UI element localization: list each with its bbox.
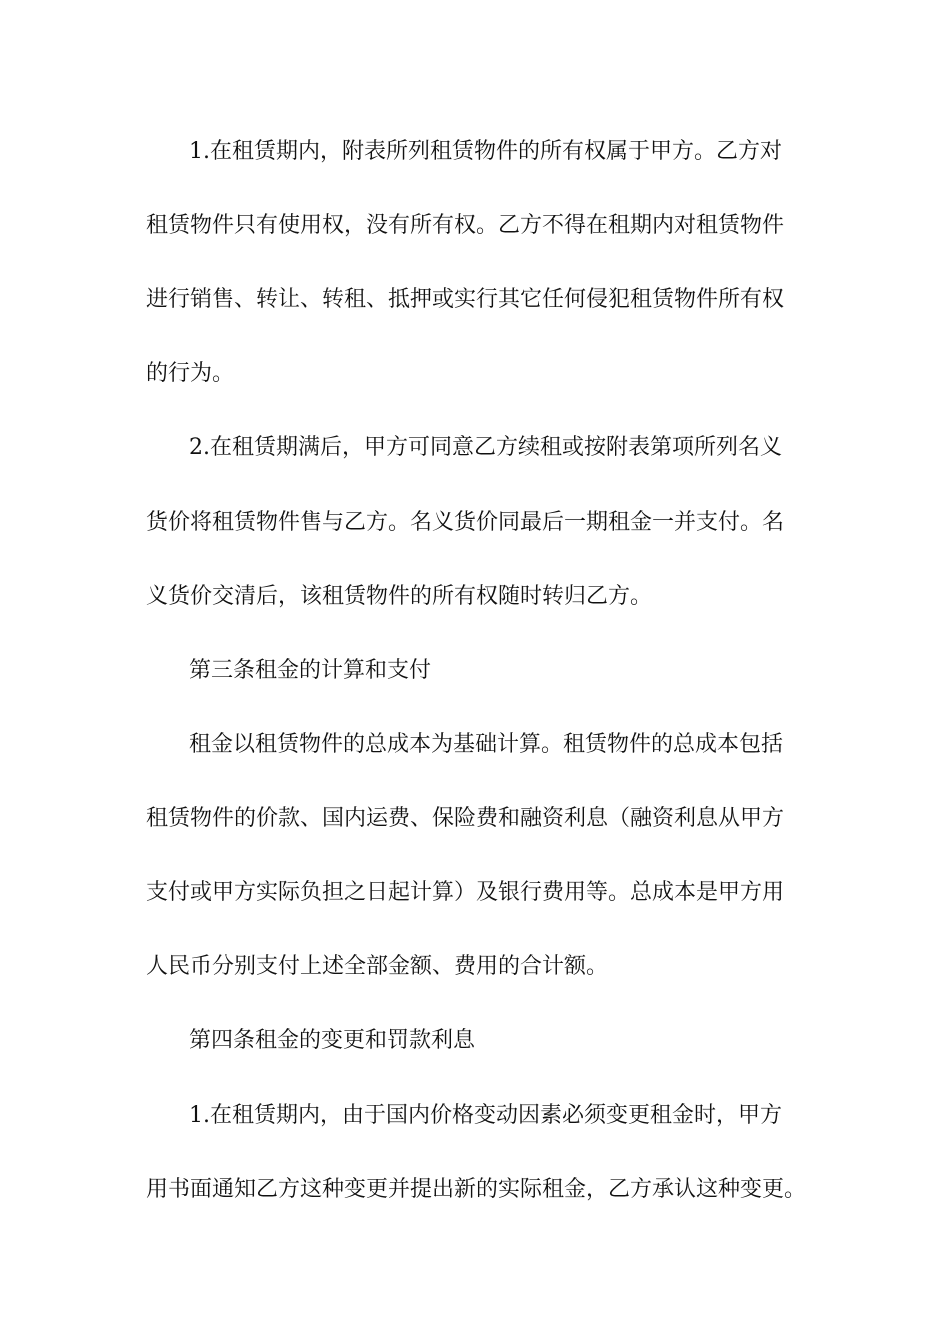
- section-heading: 第四条租金的变更和罚款利息: [189, 1028, 476, 1053]
- paragraph-line: 支付或甲方实际负担之日起计算）及银行费用等。总成本是甲方用: [146, 880, 785, 905]
- paragraph-line: 租金以租赁物件的总成本为基础计算。租赁物件的总成本包括: [189, 732, 784, 757]
- paragraph-line: 租赁物件的价款、国内运费、保险费和融资利息（融资利息从甲方: [146, 806, 785, 831]
- paragraph-line: 用书面通知乙方这种变更并提出新的实际租金，乙方承认这种变更。: [146, 1177, 807, 1202]
- paragraph-line: 的行为。: [146, 361, 235, 386]
- paragraph-line: 货价将租赁物件售与乙方。名义货价同最后一期租金一并支付。名: [146, 510, 785, 535]
- paragraph-line: 进行销售、转让、转租、抵押或实行其它任何侵犯租赁物件所有权: [146, 287, 785, 312]
- paragraph-line: 1.在租赁期内，由于国内价格变动因素必须变更租金时，甲方: [189, 1103, 782, 1128]
- paragraph-line: 租赁物件只有使用权，没有所有权。乙方不得在租期内对租赁物件: [146, 213, 785, 238]
- paragraph-line: 2.在租赁期满后，甲方可同意乙方续租或按附表第项所列名义: [189, 435, 782, 460]
- paragraph-line: 1.在租赁期内，附表所列租赁物件的所有权属于甲方。乙方对: [189, 139, 782, 164]
- paragraph-line: 人民币分别支付上述全部金额、费用的合计额。: [146, 954, 609, 979]
- section-heading: 第三条租金的计算和支付: [189, 658, 432, 683]
- paragraph-line: 义货价交清后，该租赁物件的所有权随时转归乙方。: [146, 584, 653, 609]
